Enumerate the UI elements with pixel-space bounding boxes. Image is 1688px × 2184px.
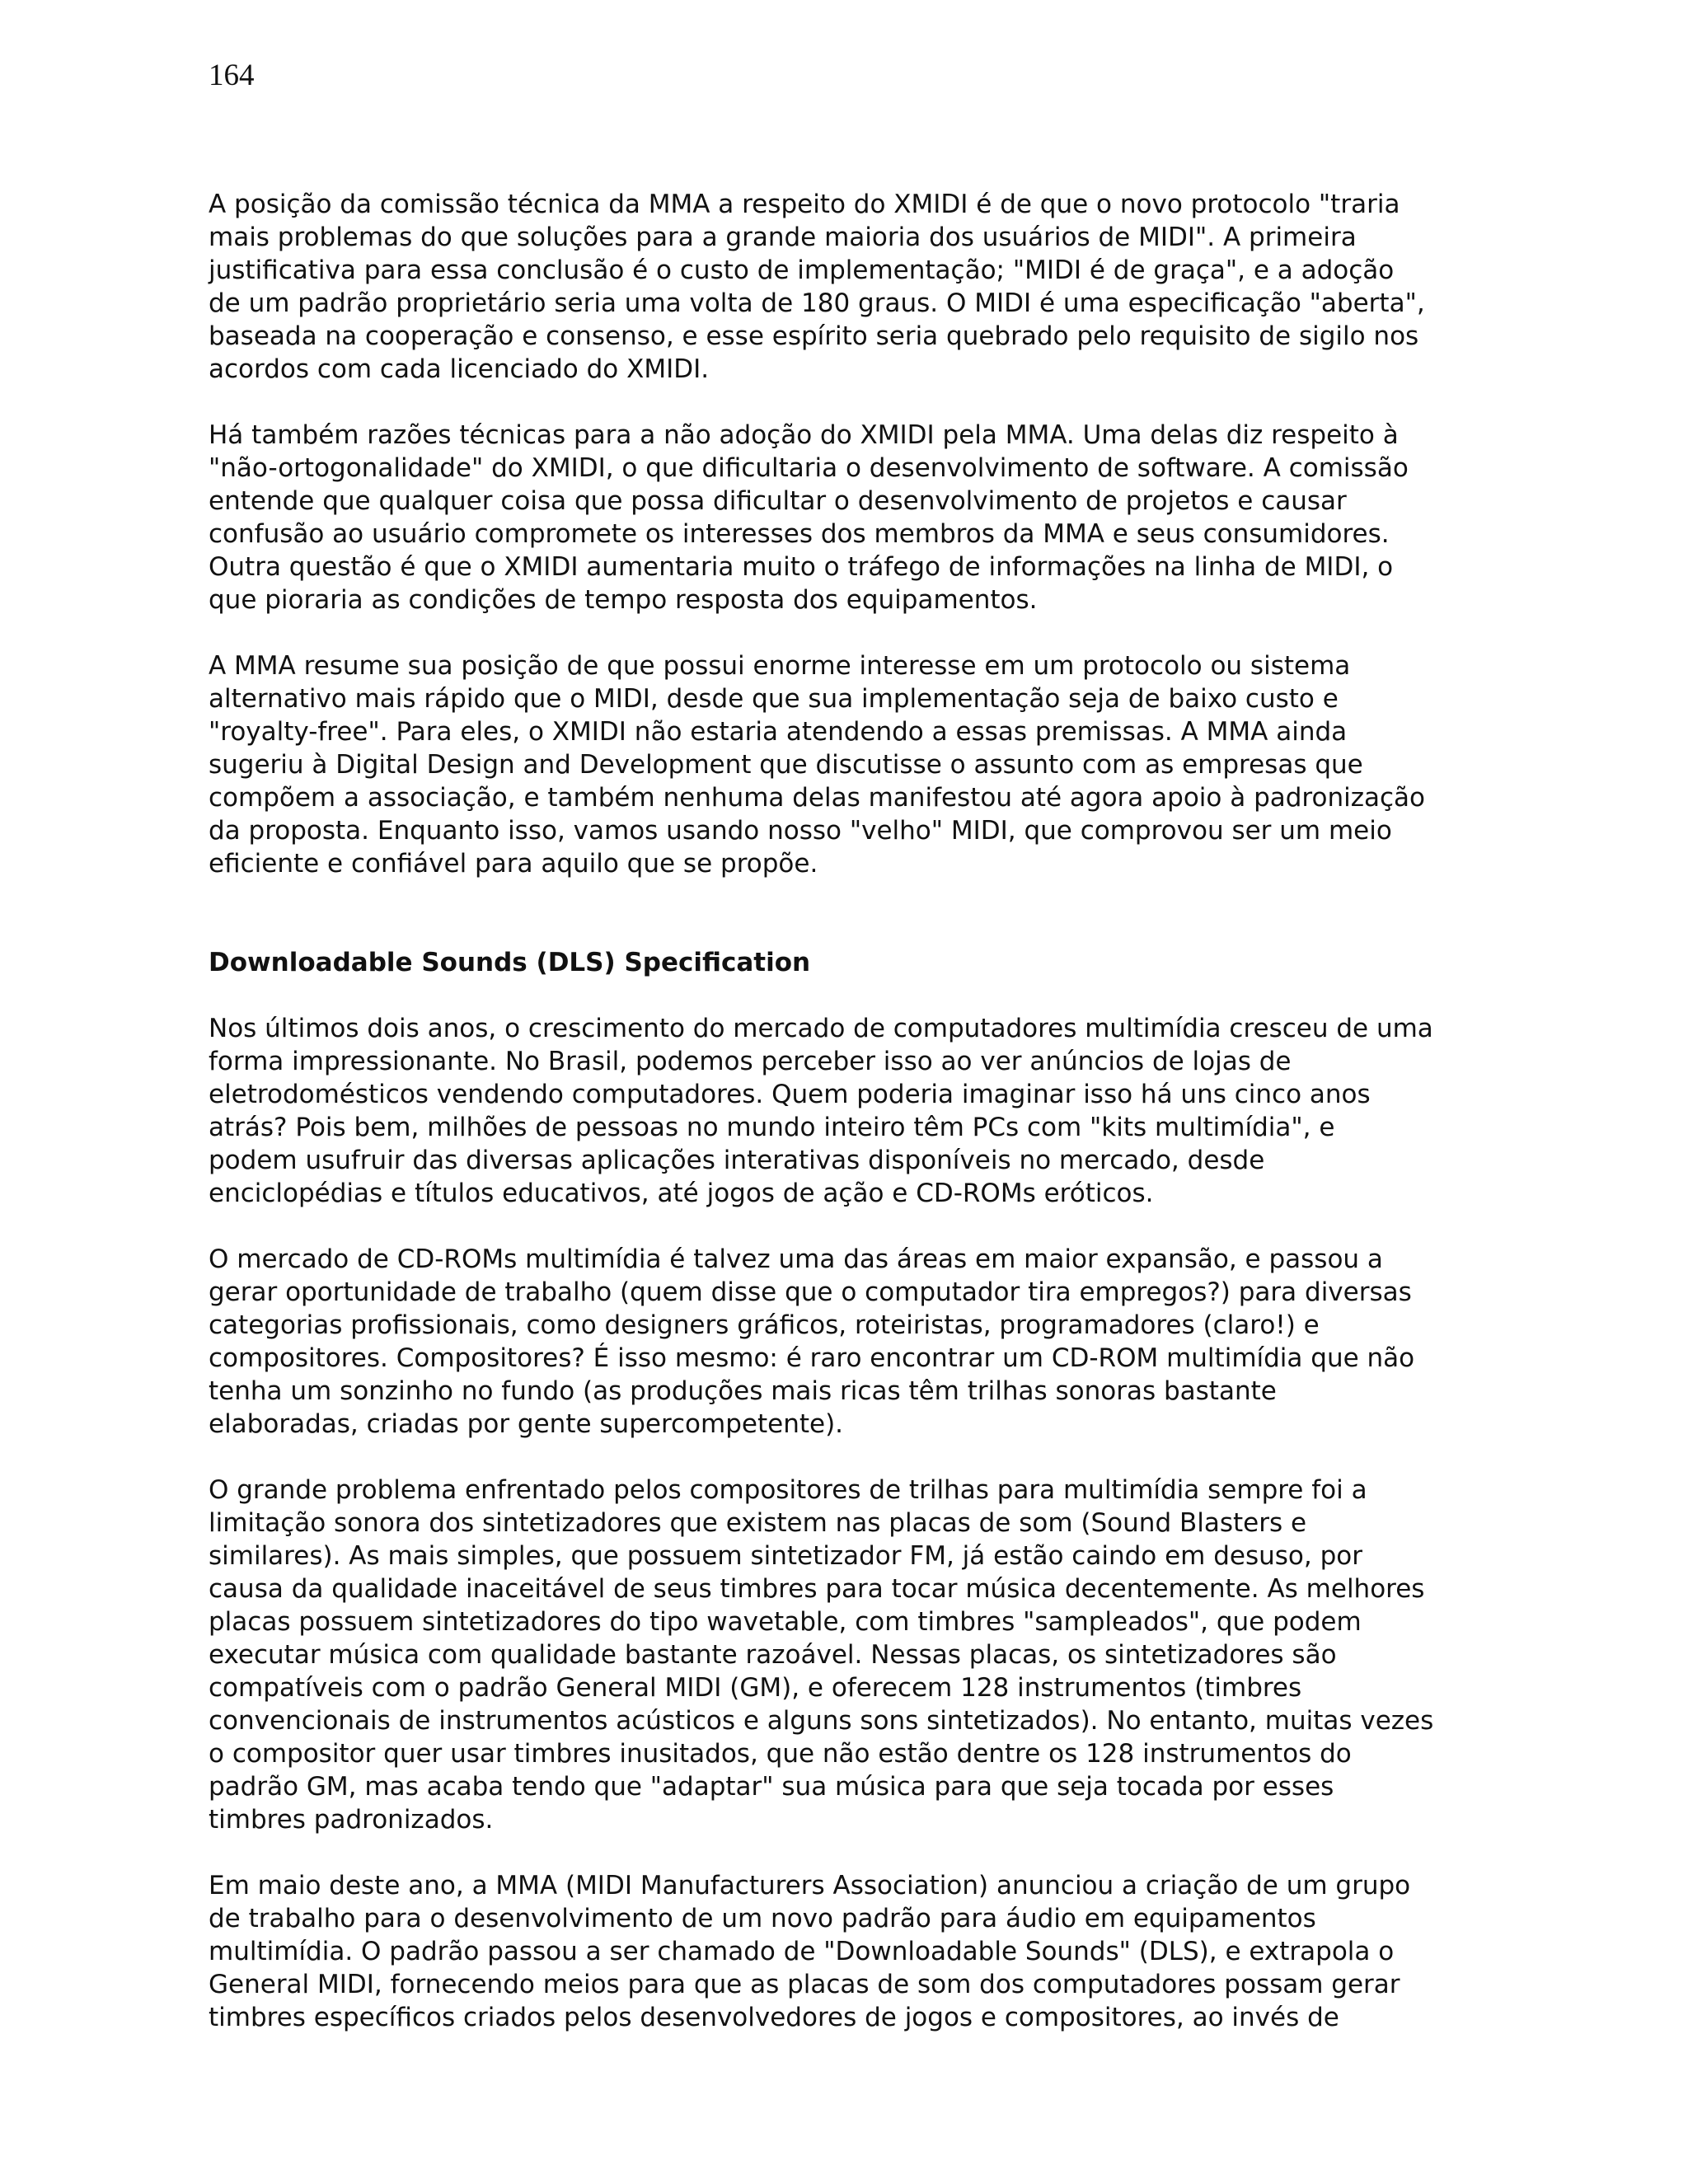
text-line: compositores. Compositores? É isso mesmo: é raro encontrar um CD-ROM multimídia que não [209,1343,1415,1373]
text-line: "não-ortogonalidade" do XMIDI, o que dificultaria o desenvolvimento de software. A comissão [209,453,1409,483]
text-line: limitação sonora dos sintetizadores que existem nas placas de som (Sound Blasters e [209,1508,1307,1538]
text-line: da proposta. Enquanto isso, vamos usando nosso "velho" MIDI, que comprovou ser um meio [209,816,1392,846]
paragraph-dls-announcement [209,1869,1536,2034]
text-line: A MMA resume sua posição de que possui enorme interesse em um protocolo ou sistema [209,651,1351,681]
paragraph-mma-summary [209,649,1536,880]
paragraphs-before [209,188,1536,880]
text-line: multimídia. O padrão passou a ser chamado de "Downloadable Sounds" (DLS), e extrapola o [209,1937,1395,1966]
text-line: O grande problema enfrentado pelos compositores de trilhas para multimídia sempre foi a [209,1475,1367,1505]
text-line: convencionais de instrumentos acústicos e alguns sons sintetizados). No entanto, muitas vezes [209,1706,1434,1736]
text-line: atrás? Pois bem, milhões de pessoas no mundo inteiro têm PCs com "kits multimídia", e [209,1113,1335,1142]
text-line: eletrodomésticos vendendo computadores. Quem poderia imaginar isso há uns cinco anos [209,1080,1371,1109]
text-line: A posição da comissão técnica da MMA a respeito do XMIDI é de que o novo protocolo "traria [209,190,1400,219]
paragraph-multimedia-market [209,1012,1536,1210]
text-line: mais problemas do que soluções para a grande maioria dos usuários de MIDI". A primeira [209,223,1357,252]
text-line: Em maio deste ano, a MMA (MIDI Manufacturers Association) anunciou a criação de um grupo [209,1871,1411,1900]
text-line: eficiente e confiável para aquilo que se propõe. [209,849,818,879]
text-line: sugeriu à Digital Design and Development que discutisse o assunto com as empresas que [209,750,1363,780]
text-line: compõem a associação, e também nenhuma delas manifestou até agora apoio à padronização [209,783,1425,813]
text-line: placas possuem sintetizadores do tipo wavetable, com timbres "sampleados", que podem [209,1607,1362,1637]
text-line: O mercado de CD-ROMs multimídia é talvez uma das áreas em maior expansão, e passou a [209,1244,1383,1274]
text-line: acordos com cada licenciado do XMIDI. [209,354,710,384]
text-line: de um padrão proprietário seria uma volta de 180 graus. O MIDI é uma especificação "aberta", [209,288,1425,318]
text-line: executar música com qualidade bastante razoável. Nessas placas, os sintetizadores são [209,1640,1337,1670]
text-line: padrão GM, mas acaba tendo que "adaptar" sua música para que seja tocada por esses [209,1772,1334,1802]
paragraph-cdrom-market [209,1243,1536,1441]
paragraph-technical-reasons [209,419,1536,616]
text-line: Outra questão é que o XMIDI aumentaria muito o tráfego de informações na linha de MIDI, o [209,552,1394,582]
text-line: categorias profissionais, como designers gráficos, roteiristas, programadores (claro!) e [209,1310,1320,1340]
text-line: entende que qualquer coisa que possa dificultar o desenvolvimento de projetos e causar [209,486,1347,516]
text-line: timbres específicos criados pelos desenvolvedores de jogos e compositores, ao invés de [209,2003,1339,2032]
text-line: elaboradas, criadas por gente supercompetente). [209,1409,844,1439]
text-line: que pioraria as condições de tempo resposta dos equipamentos. [209,585,1038,615]
text-line: Nos últimos dois anos, o crescimento do mercado de computadores multimídia cresceu de uma [209,1014,1433,1043]
text-line: o compositor quer usar timbres inusitados, que não estão dentre os 128 instrumentos do [209,1739,1352,1769]
text-line: causa da qualidade inaceitável de seus timbres para tocar música decentemente. As melhores [209,1574,1425,1604]
text-line: Há também razões técnicas para a não adoção do XMIDI pela MMA. Uma delas diz respeito à [209,420,1399,450]
text-line: timbres padronizados. [209,1805,494,1835]
text-line: confusão ao usuário compromete os interesses dos membros da MMA e seus consumidores. [209,519,1390,549]
text-line: justificativa para essa conclusão é o custo de implementação; "MIDI é de graça", e a adoção [209,255,1395,285]
text-line: podem usufruir das diversas aplicações interativas disponíveis no mercado, desde [209,1146,1265,1175]
text-line: forma impressionante. No Brasil, podemos perceber isso ao ver anúncios de lojas de [209,1047,1292,1076]
text-line: compatíveis com o padrão General MIDI (GM), e oferecem 128 instrumentos (timbres [209,1673,1302,1703]
paragraphs-after [209,1012,1536,2034]
page-number: 164 [209,59,255,92]
text-line: de trabalho para o desenvolvimento de um novo padrão para áudio em equipamentos [209,1904,1316,1933]
section-heading: Downloadable Sounds (DLS) Specification [209,948,811,977]
text-line: alternativo mais rápido que o MIDI, desde que sua implementação seja de baixo custo e [209,684,1339,714]
text-line: "royalty-free". Para eles, o XMIDI não estaria atendendo a essas premissas. A MMA ainda [209,717,1348,747]
text-line: tenha um sonzinho no fundo (as produções mais ricas têm trilhas sonoras bastante [209,1376,1277,1406]
text-line: baseada na cooperação e consenso, e esse espírito seria quebrado pelo requisito de sigilo nos [209,321,1419,351]
text-line: General MIDI, fornecendo meios para que as placas de som dos computadores possam gerar [209,1970,1400,1999]
paragraph-xmidi-position [209,188,1536,386]
text-line: similares). As mais simples, que possuem sintetizador FM, já estão caindo em desuso, por [209,1541,1362,1571]
text-line: gerar oportunidade de trabalho (quem disse que o computador tira empregos?) para diversas [209,1277,1412,1307]
paragraph-sound-limitations [209,1474,1536,1836]
text-line: enciclopédias e títulos educativos, até jogos de ação e CD-ROMs eróticos. [209,1179,1154,1208]
document-body [209,188,1536,2067]
